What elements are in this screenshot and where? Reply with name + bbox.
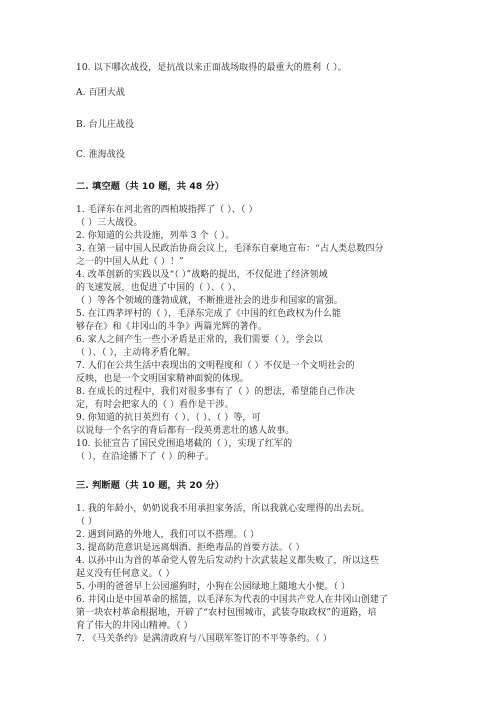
fill-line-11: 6. 家人之间产生一些小矛盾是正常的，我们需要（ ），学会以 — [76, 335, 323, 345]
judge-line-10: 育了伟大的井冈山精神。（ ） — [76, 621, 193, 631]
judge-line-9: 第一块农村革命根据地，开辟了“农村包围城市，武装夺取政权”的道路，培 — [76, 608, 377, 618]
fill-line-1: 1. 毛泽东在河北省的西柏坡指挥了（ ）、（ ） — [76, 205, 258, 215]
fill-line-7: 的飞速发展，也促进了中国的（ ）、（ ）、 — [76, 283, 242, 293]
fill-line-13: 7. 人们在公共生活中表现出的文明程度和（ ）不仅是一个文明社会的 — [76, 361, 355, 371]
fill-line-16: 定，有时会把家人的（ ）看作是干涉。 — [76, 400, 234, 410]
judge-line-1: 1. 我的年龄小，奶奶说我不用承担家务活，所以我就心安理得的出去玩。 — [76, 504, 370, 514]
fill-line-4: 3. 在第一届中国人民政治协商会议上，毛泽东自豪地宣布：“占人类总数四分 — [76, 244, 384, 254]
fill-line-15: 8. 在成长的过程中，我们对很多事有了（ ）的想法，希望能自己作决 — [76, 387, 355, 397]
fill-line-18: 以说每一个名字的背后都有一段英勇悲壮的感人故事。 — [76, 426, 295, 436]
section-3-heading: 三. 判断题（共 10 题，共 20 分） — [76, 480, 225, 491]
question-10-stem: 10. 以下哪次战役，是抗战以来正面战场取得的最重大的胜利（ ）。 — [76, 63, 347, 73]
question-10-option-a: A. 百团大战 — [76, 88, 125, 98]
judge-line-8: 6. 井冈山是中国革命的摇篮，以毛泽东为代表的中国共产党人在井冈山创建了 — [76, 595, 389, 605]
fill-line-12: （ ）、（ ），主动将矛盾化解。 — [76, 348, 196, 358]
judge-line-4: 3. 提高防范意识是远离烟酒、拒绝毒品的首要方法。（ ） — [76, 543, 305, 553]
fill-line-20: （ ），在沿途播下了（ ）的种子。 — [76, 452, 214, 462]
fill-line-10: 够存在》和《井冈山的斗争》两篇光辉的著作。 — [76, 322, 268, 332]
question-10-option-b: B. 台儿庄战役 — [76, 120, 135, 130]
section-2-heading: 二. 填空题（共 10 题，共 48 分） — [76, 181, 225, 192]
fill-line-17: 9. 你知道的抗日英烈有（ ）、（ ）、（ ）等，可 — [76, 413, 261, 423]
question-10-option-c: C. 淮海战役 — [76, 150, 125, 160]
fill-line-14: 反映，也是一个文明国家精神面貌的体现。 — [76, 374, 249, 384]
judge-line-2: （ ） — [76, 517, 98, 527]
fill-line-5: 之一的中国人从此（ ）！” — [76, 257, 184, 267]
fill-line-8: （ ）等各个领域的蓬勃成就，不断推进社会的进步和国家的富强。 — [76, 296, 343, 306]
judge-line-5: 4. 以孙中山为首的革命党人曾先后发动约十次武装起义都失败了，所以这些 — [76, 556, 379, 566]
judge-line-7: 5. 小明的爸爸早上公园遛狗时，小狗在公园绿地上随地大小便。（ ） — [76, 582, 351, 592]
judge-line-6: 起义没有任何意义。（ ） — [76, 569, 175, 579]
judge-line-3: 2. 遇到问路的外地人，我们可以不搭理。（ ） — [76, 530, 260, 540]
judge-line-11: 7. 《马关条约》是满清政府与八国联军签订的不平等条约。（ ） — [76, 634, 332, 644]
fill-line-6: 4. 改革创新的实践以及“（ ）”战略的提出，不仅促进了经济领域 — [76, 270, 328, 280]
fill-line-2: （ ）三大战役。 — [76, 218, 143, 228]
fill-line-19: 10. 长征宣告了国民党围追堵截的（ ），实现了红军的 — [76, 439, 293, 449]
fill-line-9: 5. 在江西茅坪村的（ ），毛泽东完成了《中国的红色政权为什么能 — [76, 309, 342, 319]
fill-line-3: 2. 你知道的公共设施，列举 3 个（ ）。 — [76, 231, 235, 241]
